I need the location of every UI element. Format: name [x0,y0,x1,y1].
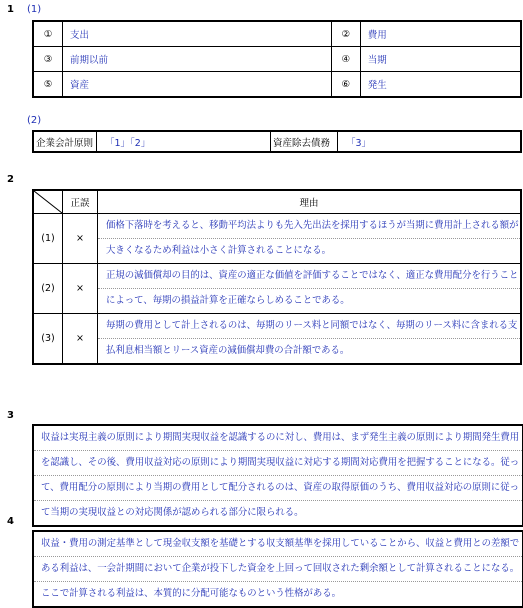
part-1-label: (1) [27,4,42,15]
reason-line: 払利息相当額とリース資産の減価償却費の合計額である。 [98,338,520,363]
reason-line: 大きくなるため利益は小さく計算されることになる。 [98,238,520,263]
answer-table-1 [32,20,522,98]
item-label: 企業会計原則 [33,131,97,152]
item-number: ② [331,21,360,47]
reason-line: によって、毎期の損益計算を正確ならしめることである。 [98,288,520,313]
reason-line: 正規の減価償却の目的は、資産の適正な価値を評価することではなく、適正な費用配分を行うこと [106,270,519,281]
table-row [33,214,521,264]
answer-line: を認識し、その後、費用収益対応の原則により期間実現収益に対応する期間対応費用を把握することになる。従っ [34,450,522,475]
item-answer: 資産 [63,72,332,98]
item-answer: 前期以前 [63,47,332,72]
row-number: (3) [33,314,63,365]
table-row [33,314,521,365]
item-answer: 当期 [360,47,521,72]
header-correct: 正誤 [63,190,98,214]
item-answer: 「1」「2」 [97,131,271,152]
item-number: ④ [331,47,360,72]
answer-line: 収益は実現主義の原則により期間実現収益を認識するのに対し、費用は、まず発生主義の原則により期間発生費用 [41,432,520,443]
answer-line: 収益・費用の測定基準として現金収支額を基礎とする収支額基準を採用していることから、収益と費用との差額で [41,538,520,549]
item-answer: 発生 [360,72,521,98]
section-4-number: 4 [7,516,14,527]
reason-cell [98,264,522,314]
correct-mark: × [63,214,98,264]
answer-table-2 [32,130,522,153]
reason-table [32,189,522,365]
item-answer: 支出 [63,21,332,47]
item-number: ① [33,21,63,47]
reason-cell [98,214,522,264]
section-3-number: 3 [7,410,14,421]
table-row [33,264,521,314]
table-row [33,72,521,98]
item-number: ③ [33,47,63,72]
answer-box-4 [32,530,523,608]
section-2-number: 2 [7,174,14,185]
item-answer: 費用 [360,21,521,47]
answer-line: ここで計算される利益は、本質的に分配可能なものという性格がある。 [34,581,522,606]
reason-line: 価格下落時を考えると、移動平均法よりも先入先出法を採用するほうが当期に費用計上される額が [106,220,519,231]
correct-mark: × [63,264,98,314]
answer-line: て、費用配分の原則により当期の費用として配分されるのは、資産の取得原価のうち、費用収益対応の原則に従っ [34,475,522,500]
item-answer: 「3」 [338,131,522,152]
table-row [33,21,521,47]
correct-mark: × [63,314,98,365]
item-number: ⑤ [33,72,63,98]
table-header-row [33,190,521,214]
table-row [33,131,521,152]
answer-line: ある利益は、一会計期間において企業が投下した資金を上回って回収された剰余額として計算されることになる。 [34,556,522,581]
diagonal-line [34,191,62,213]
answer-line: て当期の実現収益との対応関係が認められる部分に限られる。 [34,500,522,525]
section-1-number: 1 [7,4,14,15]
header-reason: 理由 [98,190,522,214]
diagonal-header-cell [33,190,63,214]
part-2-label: (2) [27,115,42,126]
reason-line: 毎期の費用として計上されるのは、毎期のリース料と同額ではなく、毎期のリース料に含まれる支 [106,320,518,331]
reason-cell [98,314,522,365]
item-number: ⑥ [331,72,360,98]
row-number: (2) [33,264,63,314]
row-number: (1) [33,214,63,264]
item-label: 資産除去債務 [271,131,338,152]
table-row [33,47,521,72]
answer-box-3 [32,424,523,527]
